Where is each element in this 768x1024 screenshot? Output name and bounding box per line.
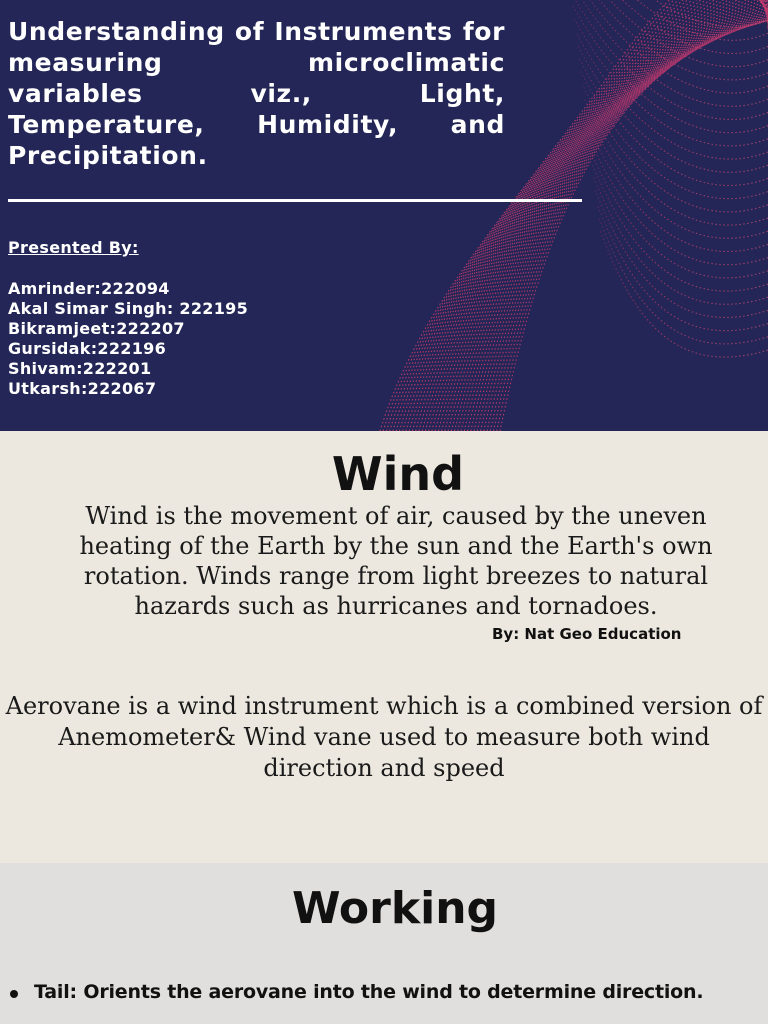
bullet-icon	[10, 990, 18, 998]
wave-line	[497, 0, 768, 431]
wind-definition-quote: Wind is the movement of air, caused by the uneven heating of the Earth by the sun and the Earth's own rotation. Winds range from light breezes to natural hazards such as hurricanes and tornadoes.	[79, 502, 713, 620]
wave-line	[487, 0, 768, 431]
wave-line	[484, 0, 768, 431]
wave-line	[584, 98, 768, 225]
wave-line	[464, 0, 768, 431]
list-item	[10, 981, 703, 1003]
member-item: Bikramjeet:222207	[8, 319, 185, 338]
member-item: Amrinder:222094	[8, 279, 170, 298]
presented-by-label: Presented By:	[8, 238, 139, 257]
wave-line	[600, 230, 768, 357]
wave-line	[568, 0, 768, 93]
member-item: Gursidak:222196	[8, 339, 167, 358]
wave-line	[592, 164, 768, 291]
working-points-list	[10, 981, 703, 1003]
member-list	[8, 279, 248, 399]
wave-line	[570, 0, 768, 106]
member-item: Utkarsh:222067	[8, 379, 157, 398]
wave-line	[590, 151, 768, 278]
wave-line	[589, 138, 768, 265]
wind-heading: Wind	[331, 447, 465, 501]
working-slide	[0, 863, 768, 1024]
member-item: Akal Simar Singh: 222195	[8, 299, 249, 318]
wave-line	[586, 111, 768, 238]
wave-line	[494, 0, 768, 431]
working-point-text: Tail: Orients the aerovane into the wind to determine direction.	[34, 981, 704, 1003]
title-slide	[0, 0, 768, 431]
aerovane-description: Aerovane is a wind instrument which is a combined version of Anemometer& Wind vane used to measure both wind direction and speed	[5, 692, 763, 782]
wave-line	[594, 177, 768, 304]
title-divider	[8, 199, 582, 202]
wave-line	[474, 0, 768, 431]
wave-line	[565, 0, 768, 67]
presentation-title: Understanding of Instruments for measuring microclimatic variables viz., Light, Temperature, Humidity, and Precipitation.	[8, 17, 505, 170]
wind-slide	[0, 431, 768, 863]
working-heading: Working	[291, 883, 499, 934]
wave-line	[587, 124, 768, 251]
member-item: Shivam:222201	[8, 359, 152, 378]
quote-source: By: Nat Geo Education	[492, 625, 682, 643]
wave-line	[598, 217, 768, 344]
wave-line	[576, 32, 768, 159]
wave-line	[500, 0, 768, 431]
